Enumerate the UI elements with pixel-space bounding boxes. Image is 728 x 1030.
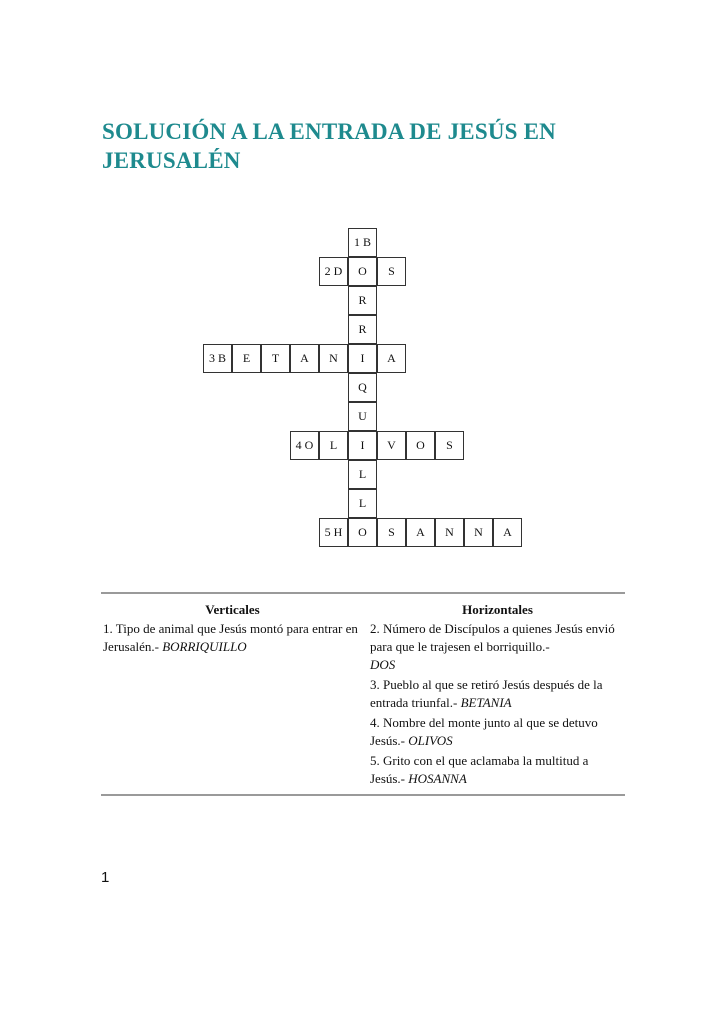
- crossword-cell: N: [435, 518, 464, 547]
- crossword-cell: S: [435, 431, 464, 460]
- clue-table: [101, 592, 625, 796]
- crossword-cell: V: [377, 431, 406, 460]
- clue-text: 2. Número de Discípulos a quienes Jesús envió para que le trajesen el borriquillo.-: [369, 621, 615, 654]
- clue-text: 1. Tipo de animal que Jesús montó para entrar en Jerusalén.-: [103, 621, 358, 654]
- crossword-cell: S: [377, 518, 406, 547]
- crossword-cell: Q: [348, 373, 377, 402]
- crossword-cell: A: [493, 518, 522, 547]
- crossword-cell: O: [406, 431, 435, 460]
- clue-horizontal-4: [370, 714, 625, 750]
- crossword-cell-start-1: 1 B: [348, 228, 377, 257]
- clue-horizontal-5: [370, 752, 625, 788]
- crossword-cell: L: [348, 489, 377, 518]
- crossword-cell: A: [377, 344, 406, 373]
- clue-horizontal-3: [370, 676, 625, 712]
- horizontales-heading: Horizontales: [462, 602, 533, 617]
- crossword-cell: T: [261, 344, 290, 373]
- crossword-cell-start-3: 3 B: [203, 344, 232, 373]
- page-number: 1: [101, 869, 110, 886]
- crossword-cell: O: [348, 518, 377, 547]
- crossword-cell: I: [348, 431, 377, 460]
- clue-answer: BORRIQUILLO: [162, 639, 247, 654]
- crossword-cell: A: [290, 344, 319, 373]
- crossword-cell: S: [377, 257, 406, 286]
- clue-answer: DOS: [369, 657, 396, 672]
- crossword-cell: I: [348, 344, 377, 373]
- crossword-cell: R: [348, 315, 377, 344]
- crossword-cell: E: [232, 344, 261, 373]
- crossword-cell: L: [319, 431, 348, 460]
- clue-text: 3. Pueblo al que se retiró Jesús después de la entrada triunfal.-: [369, 677, 603, 710]
- clue-text: 4. Nombre del monte junto al que se detuvo Jesús.-: [369, 715, 598, 748]
- crossword-cell: R: [348, 286, 377, 315]
- crossword-cell: N: [464, 518, 493, 547]
- crossword-cell-start-5: 5 H: [319, 518, 348, 547]
- clue-text: 5. Grito con el que aclamaba la multitud a Jesús.-: [369, 753, 589, 786]
- crossword-cell: O: [348, 257, 377, 286]
- clue-vertical-1: [103, 620, 362, 656]
- verticales-column: [101, 601, 362, 790]
- page-title: SOLUCIÓN A LA ENTRADA DE JESÚS EN JERUSALÉN: [102, 119, 556, 173]
- verticales-heading: Verticales: [205, 602, 260, 617]
- crossword-cell: A: [406, 518, 435, 547]
- crossword-cell-start-2: 2 D: [319, 257, 348, 286]
- crossword-cell: L: [348, 460, 377, 489]
- crossword-cell: U: [348, 402, 377, 431]
- clue-answer: BETANIA: [460, 695, 512, 710]
- clue-horizontal-2: [370, 620, 625, 674]
- horizontales-column: [362, 601, 625, 790]
- clue-answer: OLIVOS: [408, 733, 453, 748]
- clue-answer: HOSANNA: [408, 771, 467, 786]
- crossword-cell: N: [319, 344, 348, 373]
- crossword-cell-start-4: 4 O: [290, 431, 319, 460]
